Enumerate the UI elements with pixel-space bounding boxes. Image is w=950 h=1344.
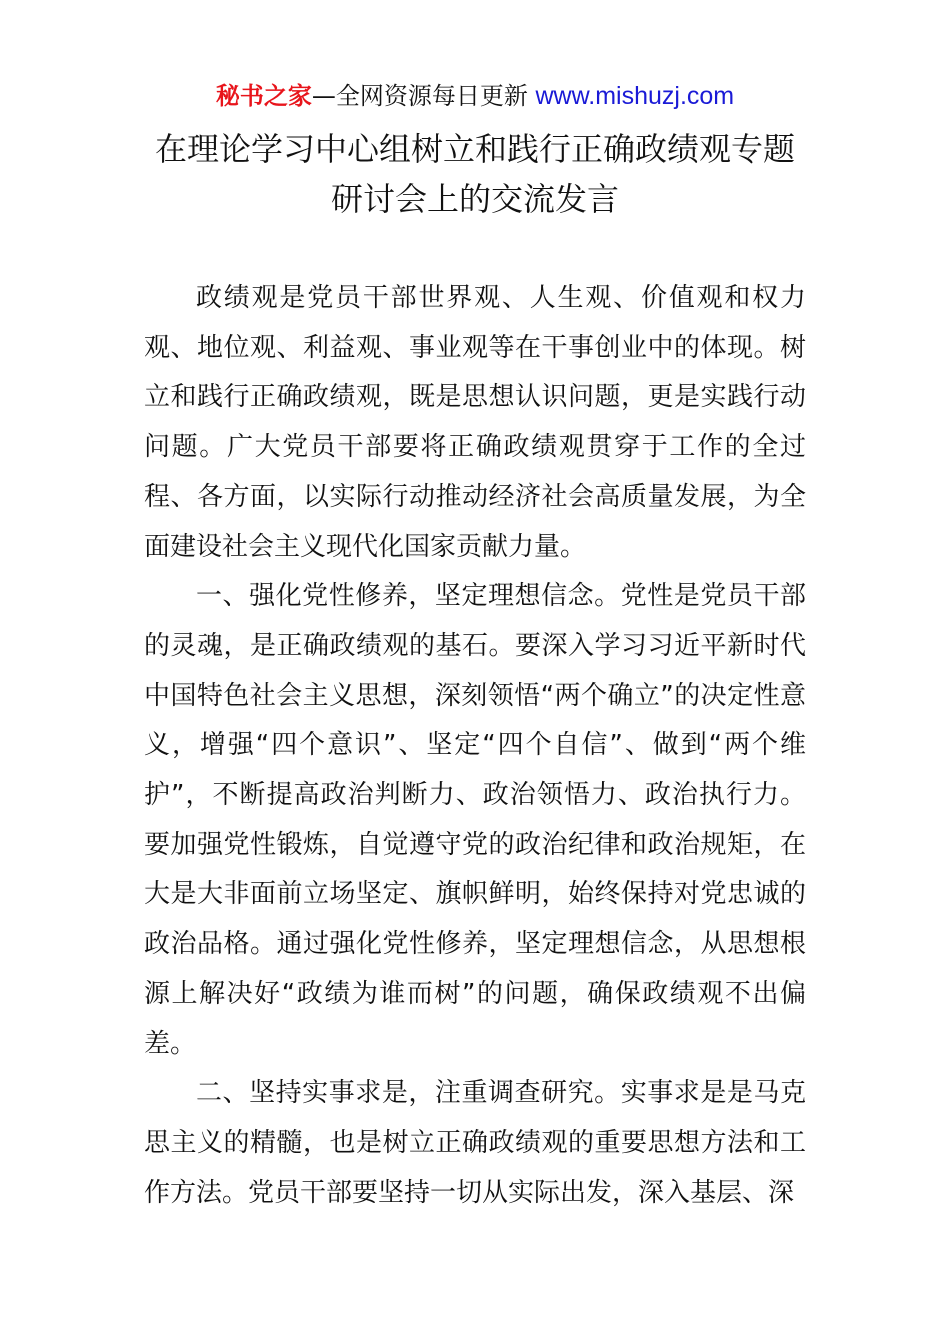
brand-name: 秘书之家 [215, 82, 312, 110]
paragraph-section-1: 一、强化党性修养，坚定理想信念。党性是党员干部的灵魂，是正确政绩观的基石。要深入学习习近平新时代中国特色社会主义思想，深刻领悟“两个确立”的决定性意义，增强“四个意识”、坚定“四个自信”、做到“两个维护”，不断提高政治判断力、政治领悟力、政治执行力。要加强党性锻炼，自觉遵守党的政治纪律和政治规矩，在大是大非面前立场坚定、旗帜鲜明，始终保持对党忠诚的政治品格。通过强化党性修养，坚定理想信念，从思想根源上解决好“政绩为谁而树”的问题，确保政绩观不出偏差。 [144, 581, 806, 1059]
title-line-1: 在理论学习中心组树立和践行正确政绩观专题 [154, 130, 795, 168]
header-tagline: —全网资源每日更新 [311, 82, 536, 110]
document-body [144, 274, 806, 1218]
site-header [0, 80, 950, 112]
title-line-2: 研讨会上的交流发言 [330, 180, 619, 218]
paragraph-intro: 政绩观是党员干部世界观、人生观、价值观和权力观、地位观、利益观、事业观等在干事创业中的体现。树立和践行正确政绩观，既是思想认识问题，更是实践行动问题。广大党员干部要将正确政绩观贯穿于工作的全过程、各方面，以实际行动推动经济社会高质量发展，为全面建设社会主义现代化国家贡献力量。 [144, 283, 806, 562]
site-url-link[interactable]: www.mishuzj.com [535, 82, 735, 110]
document-title [0, 124, 950, 224]
paragraph-section-2: 二、坚持实事求是，注重调查研究。实事求是是马克思主义的精髓，也是树立正确政绩观的重要思想方法和工作方法。党员干部要坚持一切从实际出发，深入基层、深 [144, 1078, 806, 1208]
